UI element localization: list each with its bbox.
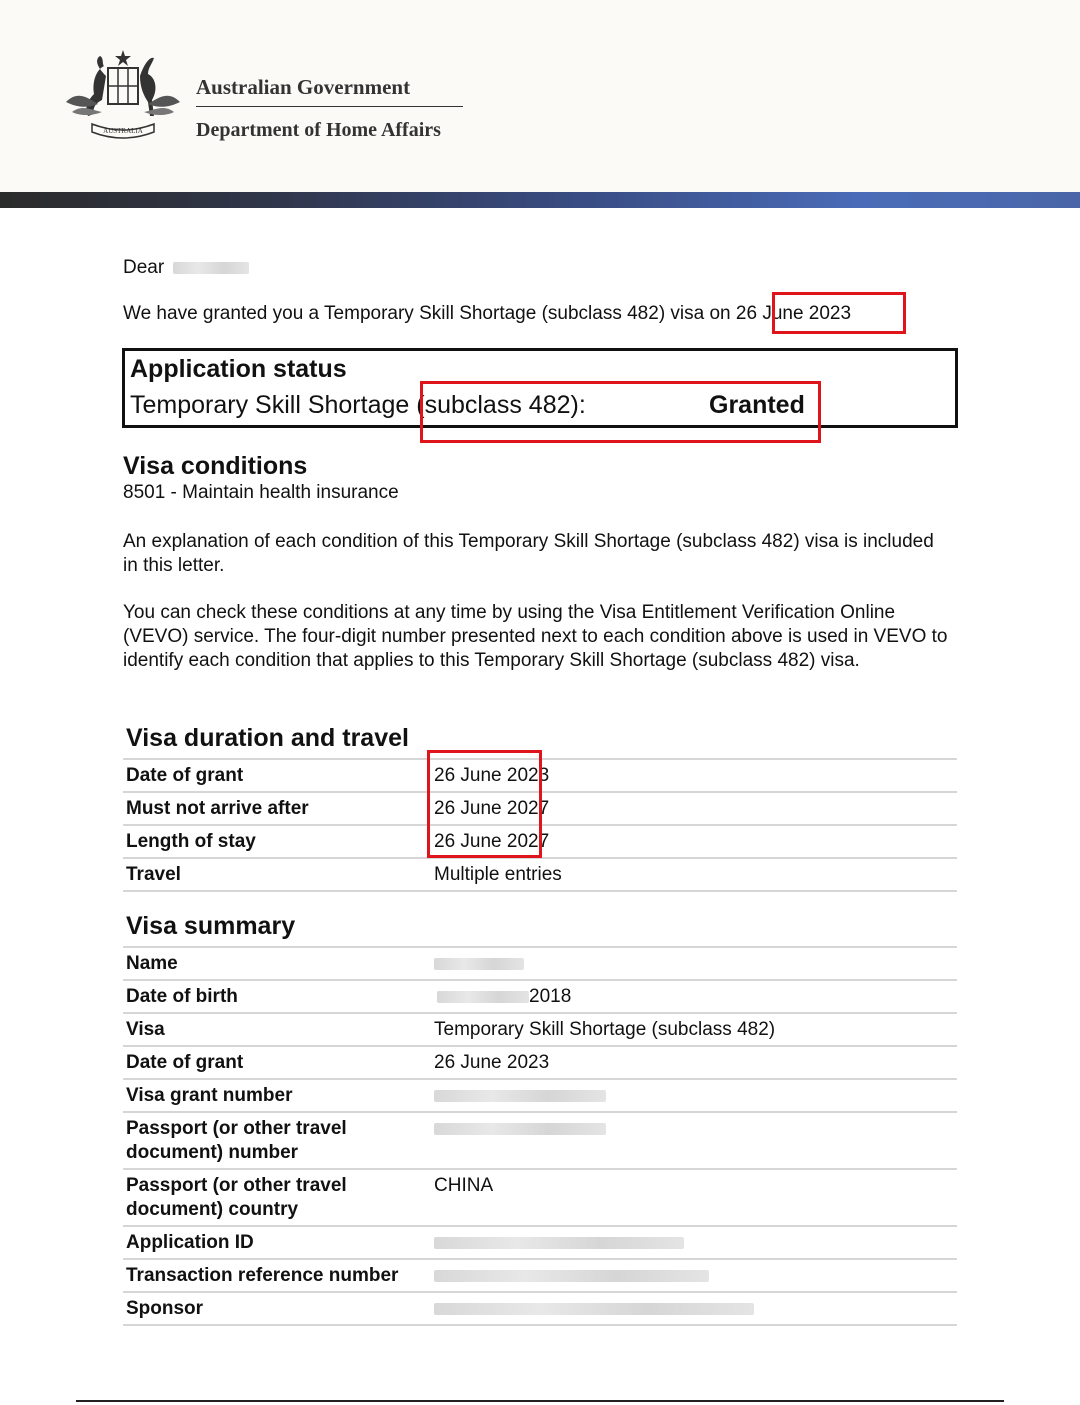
highlight-duration-dates [427, 750, 542, 858]
birth-year: 2018 [529, 986, 572, 1007]
row-label: Transaction reference number [123, 1259, 431, 1292]
header-color-bar [0, 192, 1080, 208]
visa-summary-table [123, 946, 957, 1326]
table-row [123, 1112, 957, 1169]
visa-summary-heading: Visa summary [126, 912, 296, 940]
table-row [123, 1046, 957, 1079]
table-row [123, 980, 957, 1013]
salutation-text: Dear [123, 257, 165, 278]
row-label: Date of grant [123, 1046, 431, 1079]
row-value [431, 1226, 957, 1259]
row-label: Application ID [123, 1226, 431, 1259]
conditions-explanation: An explanation of each condition of this Temporary Skill Shortage (subclass 482) visa is included in this letter. [123, 531, 934, 576]
redacted-application-id [434, 1237, 684, 1249]
visa-duration-heading: Visa duration and travel [126, 724, 409, 752]
table-row [123, 1292, 957, 1325]
row-label: Visa [123, 1013, 431, 1046]
redacted-sponsor [434, 1303, 754, 1315]
letterhead [0, 0, 1080, 192]
table-row [123, 1013, 957, 1046]
salutation [123, 256, 249, 280]
row-label: Date of grant [123, 759, 431, 792]
application-status-title: Application status [130, 355, 347, 383]
table-row [123, 1226, 957, 1259]
crest-scroll-text: AUSTRALIA [103, 127, 143, 135]
row-value [431, 1112, 957, 1169]
row-label: Name [123, 947, 431, 980]
row-value [431, 1292, 957, 1325]
table-row [123, 1259, 957, 1292]
row-label: Sponsor [123, 1292, 431, 1325]
row-value: 26 June 2023 [431, 1046, 957, 1079]
department-name: Department of Home Affairs [196, 119, 441, 141]
table-row [123, 1079, 957, 1112]
table-row [123, 858, 957, 891]
row-label: Travel [123, 858, 431, 891]
redacted-grant-number [434, 1090, 606, 1102]
row-value: Temporary Skill Shortage (subclass 482) [431, 1013, 957, 1046]
grant-sentence [123, 302, 851, 326]
brand-divider [196, 106, 463, 107]
row-value: 26 June 2027 [431, 825, 957, 858]
footer-divider [76, 1400, 1004, 1402]
row-value: Multiple entries [431, 858, 957, 891]
row-label: Must not arrive after [123, 792, 431, 825]
table-row [123, 947, 957, 980]
status-visa-subclass: (subclass 482): [416, 391, 586, 419]
status-visa-name: Temporary Skill Shortage [130, 391, 410, 419]
row-value: CHINA [431, 1169, 957, 1226]
row-value: 26 June 2023 [431, 759, 957, 792]
row-label: Length of stay [123, 825, 431, 858]
redacted-name [173, 262, 249, 274]
highlight-grant-date [772, 292, 906, 334]
grant-sentence-text: We have granted you a Temporary Skill Shortage (subclass 482) visa on [123, 303, 731, 324]
row-label: Passport (or other travel document) country [123, 1169, 431, 1226]
row-value [431, 980, 957, 1013]
redacted-passport-number [434, 1123, 606, 1135]
row-value [431, 1079, 957, 1112]
grant-date: 26 June 2023 [735, 303, 852, 324]
coat-of-arms-logo [58, 46, 188, 142]
vevo-explanation: You can check these conditions at any time by using the Visa Entitlement Verification Online (VEVO) service. The four-digit number presented next to each condition above is used in VEVO to identify each condition that applies to this Temporary Skill Shortage (subclass 482) visa. [123, 602, 948, 671]
government-name: Australian Government [196, 75, 411, 99]
row-value [431, 947, 957, 980]
redacted-name [434, 958, 524, 970]
row-value [431, 1259, 957, 1292]
row-label: Passport (or other travel document) number [123, 1112, 431, 1169]
visa-condition-item: 8501 - Maintain health insurance [123, 482, 399, 503]
highlight-status [420, 381, 821, 443]
department-brand [196, 74, 464, 143]
table-row [123, 1169, 957, 1226]
redacted-transaction-ref [434, 1270, 709, 1282]
redacted-birthdate [437, 991, 529, 1003]
row-label: Visa grant number [123, 1079, 431, 1112]
visa-conditions-heading: Visa conditions [123, 452, 308, 480]
row-value: 26 June 2027 [431, 792, 957, 825]
status-badge: Granted [709, 391, 805, 419]
row-label: Date of birth [123, 980, 431, 1013]
